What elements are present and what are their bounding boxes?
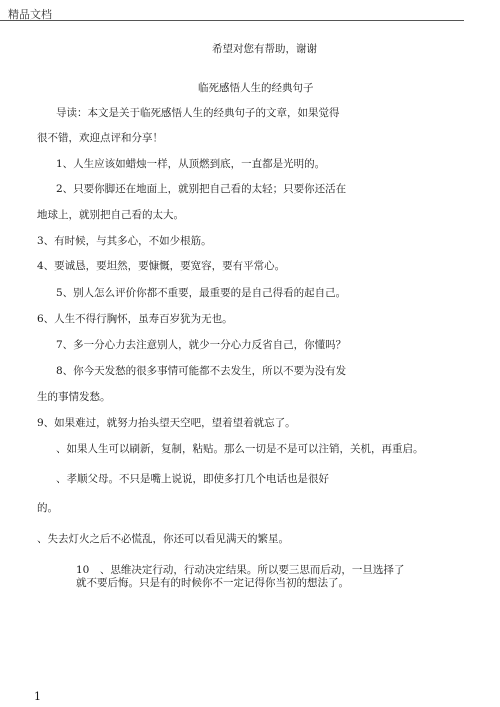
intro-line-2: 很不错，欢迎点评和分享！ [37,132,163,144]
sentence-6: 6、人生不得行胸怀，虽寿百岁犹为无也。 [37,313,233,325]
document-title: 临死感悟人生的经典句子 [198,82,314,94]
sentence-9: 9、如果难过，就努力抬头望天空吧，望着望着就忘了。 [37,417,296,429]
sentence-2-line-2: 地球上，就别把自己看的太大。 [37,209,184,221]
sentence-7: 7、多一分心力去注意别人，就少一分心力反省自己，你懂吗？ [56,339,347,351]
sentence-10: 、如果人生可以刷新，复制，粘贴。那么一切是不是可以注销，关机，再重启。 [56,443,424,455]
sentence-12: 、失去灯火之后不必慌乱，你还可以看见满天的繁星。 [37,533,289,545]
thanks-line: 希望对您有帮助，谢谢 [212,43,317,55]
sentence-8-line-1: 8、你今天发愁的很多事情可能都不去发生，所以不要为没有发 [56,365,347,377]
header-divider [0,20,464,21]
sentence-3: 3、有时候，与其多心，不如少根筋。 [37,235,212,247]
sentence-8-line-2: 生的事情发愁。 [37,391,111,403]
page-number: 1 [34,690,41,703]
sentence-1: 1、人生应该如蜡烛一样，从顶燃到底，一直都是光明的。 [56,158,326,170]
sentence-13: 10 、思维决定行动，行动决定结果。所以要三思而后动，一旦选择了就不要后悔。只是有的时候你不一定记得你当初的想法了。 [76,564,405,589]
sentence-2-line-1: 2、只要你脚还在地面上，就别把自己看的太轻；只要你还活在 [56,183,347,195]
sentence-11-line-1: 、孝顺父母。不只是嘴上说说，即使多打几个电话也是很好 [56,473,329,485]
intro-line-1: 导读：本文是关于临死感悟人生的经典句子的文章，如果觉得 [56,107,340,119]
sentence-11-line-2: 的。 [37,502,58,514]
page-header-label: 精品文档 [8,8,52,21]
sentence-5: 5、别人怎么评价你都不重要，最重要的是自己得看的起自己。 [56,287,347,299]
sentence-4: 4、要诚恳，要坦然，要慷慨，要宽容，要有平常心。 [37,260,286,272]
